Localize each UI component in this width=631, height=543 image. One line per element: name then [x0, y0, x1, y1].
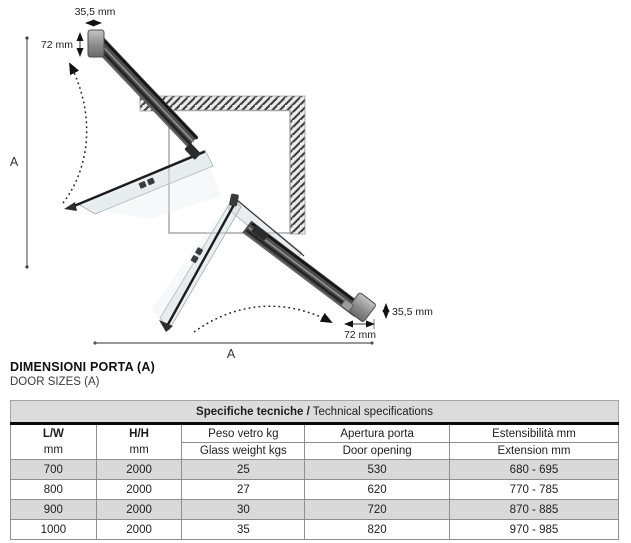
cell-extension: 870 - 885 [449, 500, 618, 520]
dim-label-top-width: 35,5 mm [74, 6, 116, 18]
dim-label-bottom-a: A [226, 347, 236, 360]
column-header-glass-weight [182, 424, 305, 460]
cell-door-opening: 720 [305, 500, 450, 520]
dim-label-left-a: A [9, 155, 19, 169]
column-header-glass-weight-en: Glass weight kgs [182, 442, 304, 459]
cell-glass-weight: 35 [182, 520, 305, 540]
column-header-hh [96, 424, 182, 460]
table-title-english: Technical specifications [309, 405, 433, 418]
wall-profile-top [89, 33, 199, 148]
column-header-door-opening [305, 424, 450, 460]
section-title-italian: DIMENSIONI PORTA (A) [10, 360, 155, 374]
swing-arc-top [63, 64, 87, 203]
column-header-extension-it: Estensibilità mm [492, 427, 576, 440]
table-title-italian: Specifiche tecniche / [196, 405, 310, 418]
cell-extension: 770 - 785 [449, 480, 618, 500]
column-header-lw-en: mm [43, 444, 63, 456]
table-title [11, 401, 619, 424]
column-header-lw-it: L/W [42, 428, 64, 440]
section-title-english: DOOR SIZES (A) [10, 376, 100, 388]
cell-glass-weight: 30 [182, 500, 305, 520]
table-row [11, 500, 619, 520]
cell-lw: 800 [11, 480, 97, 500]
cell-lw: 1000 [11, 520, 97, 540]
cell-lw: 700 [11, 460, 97, 480]
cell-lw: 900 [11, 500, 97, 520]
dim-label-right-width: 35,5 mm [392, 306, 433, 318]
cell-door-opening: 530 [305, 460, 450, 480]
swing-arc-bottom [194, 306, 331, 332]
cell-glass-weight: 27 [182, 480, 305, 500]
column-header-door-opening-en: Door opening [305, 442, 449, 459]
cell-door-opening: 820 [305, 520, 450, 540]
cell-extension: 970 - 985 [449, 520, 618, 540]
column-header-glass-weight-it: Peso vetro kg [208, 427, 279, 440]
glass-tip-top [64, 202, 77, 211]
cell-glass-weight: 25 [182, 460, 305, 480]
cell-hh: 2000 [96, 460, 182, 480]
column-header-lw [11, 424, 97, 460]
table-row [11, 480, 619, 500]
profile-cap-top [88, 30, 104, 57]
cell-hh: 2000 [96, 480, 182, 500]
column-header-extension-en: Extension mm [450, 442, 618, 459]
cell-extension: 680 - 695 [449, 460, 618, 480]
cell-door-opening: 620 [305, 480, 450, 500]
cell-hh: 2000 [96, 500, 182, 520]
dim-label-right-height: 72 mm [343, 329, 377, 341]
technical-specifications-table [10, 400, 619, 540]
cell-hh: 2000 [96, 520, 182, 540]
column-header-extension [449, 424, 618, 460]
column-header-hh-en: mm [129, 444, 149, 456]
dim-label-top-height: 72 mm [40, 39, 73, 51]
table-row [11, 460, 619, 480]
table-title-row [11, 401, 619, 424]
column-header-door-opening-it: Apertura porta [340, 427, 414, 440]
column-header-hh-it: H/H [129, 428, 149, 440]
table-header-row [11, 424, 619, 460]
table-row [11, 520, 619, 540]
